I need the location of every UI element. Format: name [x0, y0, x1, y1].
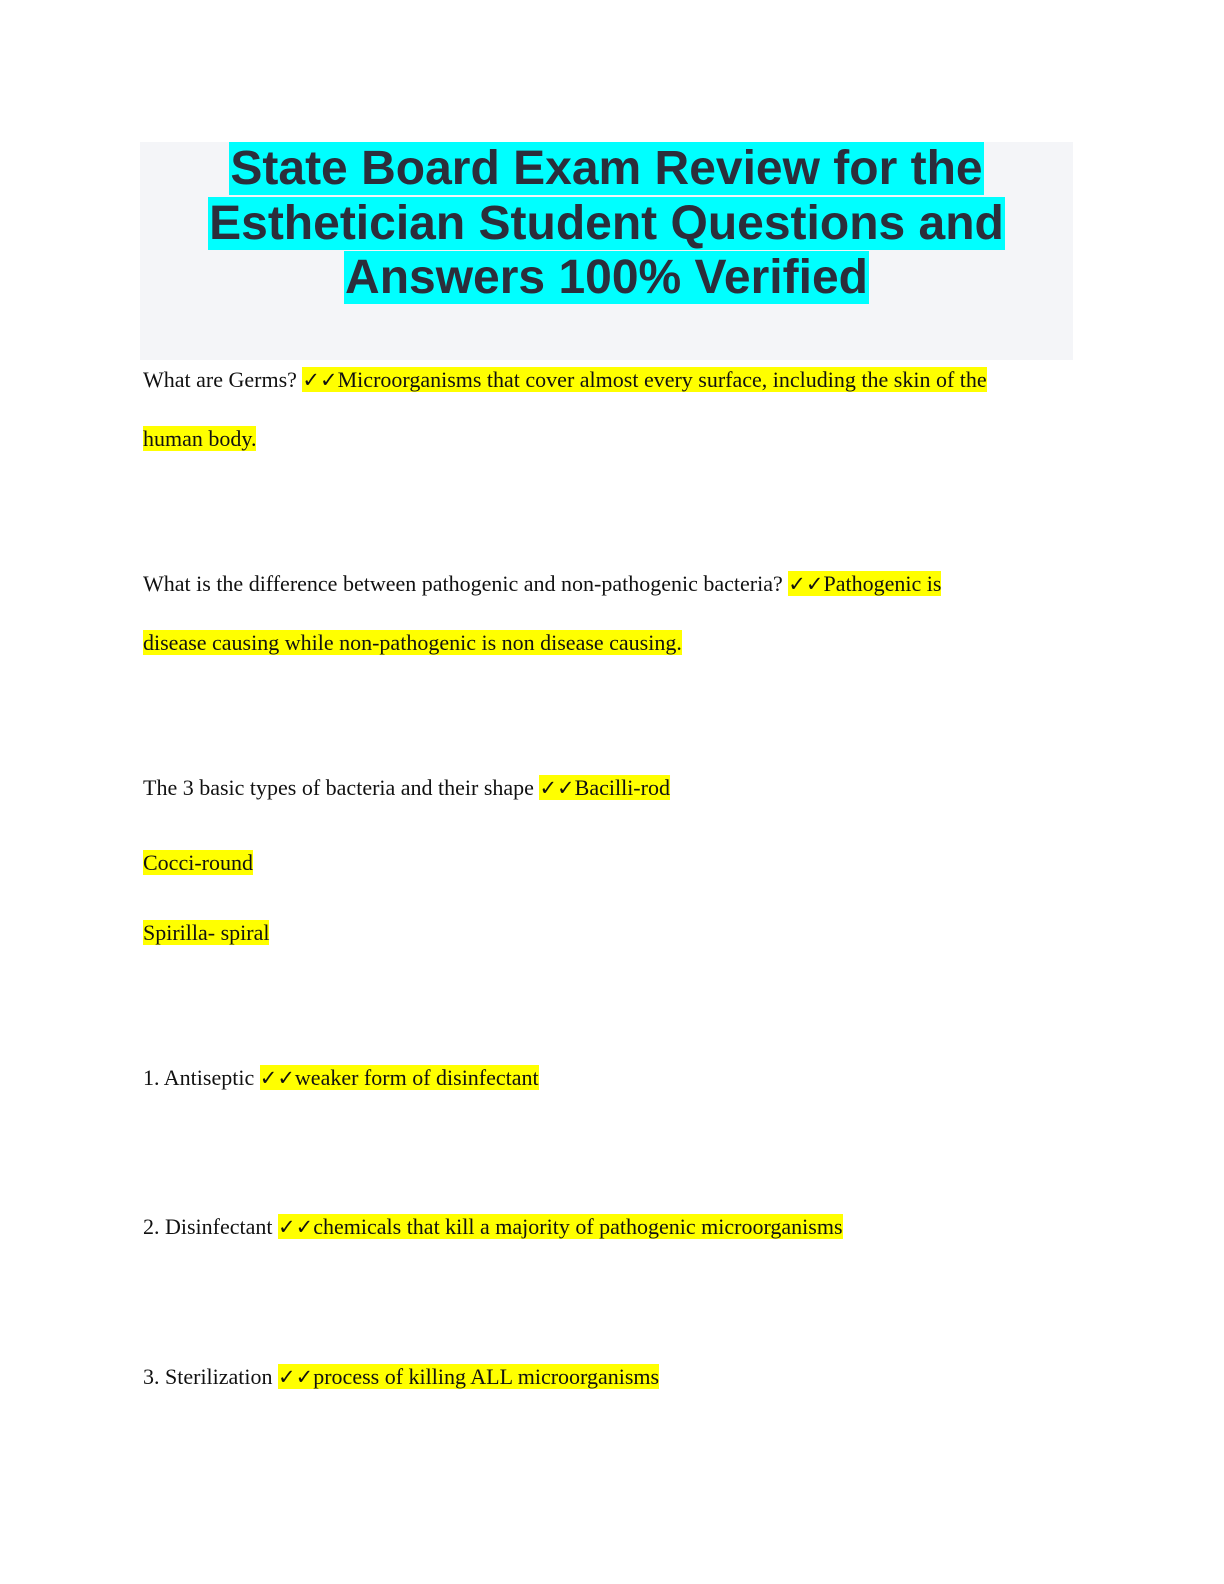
page-title: [140, 142, 1073, 306]
title-line-1: State Board Exam Review for the: [230, 142, 983, 195]
answer-highlight: [539, 775, 670, 800]
question-text: What is the difference between pathogenic and non-pathogenic bacteria?: [143, 571, 789, 596]
qa-item-bacteria-types-line2: [143, 848, 1073, 878]
question-text: 3. Sterilization: [143, 1364, 279, 1389]
qa-item-sterilization: [143, 1362, 1073, 1392]
double-check-icon: ✓✓: [539, 776, 575, 800]
question-text: The 3 basic types of bacteria and their shape: [143, 775, 540, 800]
answer-text: process of killing ALL microorganisms: [313, 1364, 660, 1389]
answer-text: Cocci-round: [143, 850, 253, 875]
question-text: 1. Antiseptic: [143, 1065, 260, 1090]
answer-text: Spirilla- spiral: [143, 920, 270, 945]
answer-text: Pathogenic is: [823, 571, 942, 596]
double-check-icon: ✓✓: [259, 1066, 295, 1090]
qa-item-pathogenic-continued: [143, 628, 1073, 658]
title-line-2: Esthetician Student Questions and: [209, 196, 1004, 250]
answer-text: Bacilli-rod: [574, 775, 670, 800]
answer-text: disease causing while non-pathogenic is non disease causing.: [143, 630, 682, 655]
answer-text: weaker form of disinfectant: [294, 1065, 539, 1090]
qa-item-germs: [143, 365, 1073, 395]
qa-item-antiseptic: [143, 1063, 1073, 1093]
answer-highlight: [788, 571, 941, 596]
double-check-icon: ✓✓: [302, 368, 338, 392]
answer-highlight: [278, 1364, 659, 1389]
qa-item-disinfectant: [143, 1212, 1073, 1242]
qa-item-bacteria-types-line3: [143, 918, 1073, 948]
answer-highlight: [302, 367, 986, 392]
title-block: [140, 142, 1073, 360]
answer-text: human body.: [143, 426, 257, 451]
title-line-3: Answers 100% Verified: [345, 251, 868, 304]
question-text: 2. Disinfectant: [143, 1214, 279, 1239]
answer-text: chemicals that kill a majority of pathogenic microorganisms: [313, 1214, 843, 1239]
question-text: What are Germs?: [143, 367, 303, 392]
answer-highlight: [260, 1065, 539, 1090]
qa-item-germs-continued: [143, 424, 1073, 454]
double-check-icon: ✓✓: [278, 1365, 314, 1389]
answer-highlight: [278, 1214, 843, 1239]
double-check-icon: ✓✓: [278, 1215, 314, 1239]
qa-item-pathogenic: [143, 569, 1073, 599]
qa-item-bacteria-types: [143, 773, 1073, 803]
answer-text: Microorganisms that cover almost every surface, including the skin of the: [337, 367, 987, 392]
double-check-icon: ✓✓: [788, 572, 824, 596]
